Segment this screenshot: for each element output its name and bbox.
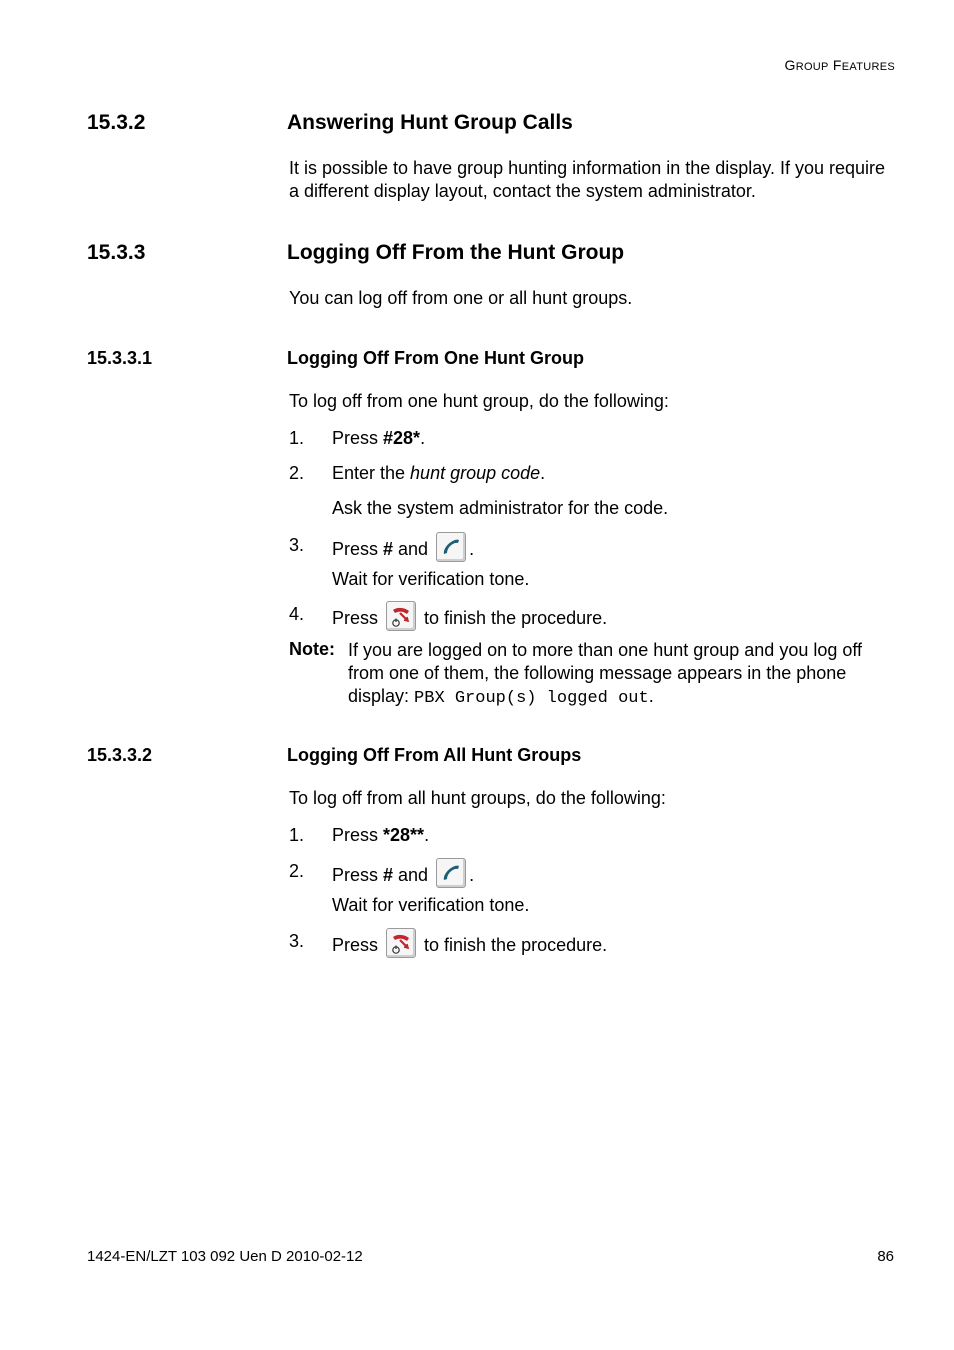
section-title-logging-off: Logging Off From the Hunt Group [287, 241, 625, 264]
step-text: Enter the hunt group code. [332, 463, 546, 483]
offhook-key-icon [436, 858, 466, 888]
offhook-key-icon [436, 532, 466, 562]
step-number: 2. [289, 463, 305, 483]
section-number-15-3-2: 15.3.2 [87, 111, 146, 134]
step-subtext: Wait for verification tone. [332, 895, 530, 915]
step-text: Press *28**. [332, 825, 430, 845]
step-text: Press #28*. [332, 428, 426, 448]
section-title-one-hunt-group: Logging Off From One Hunt Group [287, 348, 584, 368]
section-number-15-3-3: 15.3.3 [87, 241, 146, 264]
intro-all-hunt-groups: To log off from all hunt groups, do the following: [289, 788, 666, 808]
onhook-power-key-icon [386, 601, 416, 631]
step-number: 4. [289, 604, 305, 624]
step-number: 1. [289, 825, 305, 845]
paragraph-answering: It is possible to have group hunting information in the display. If you require a different display layout, contact the system administrator. [289, 158, 886, 201]
step-number: 3. [289, 535, 305, 555]
footer-page-number: 86 [877, 1248, 894, 1265]
step-number: 3. [289, 931, 305, 951]
step-text: Press to finish the procedure. [332, 604, 607, 634]
section-number-15-3-3-1: 15.3.3.1 [87, 348, 153, 368]
note-label: Note: [289, 639, 335, 659]
step-number: 1. [289, 428, 305, 448]
section-title-all-hunt-groups: Logging Off From All Hunt Groups [287, 745, 582, 765]
step-text: Press # and . [332, 535, 474, 565]
note-text: If you are logged on to more than one hunt group and you log off from one of them, the following message appears in the phone display: PBX Group(s) logged out. [348, 640, 863, 708]
step-number: 2. [289, 861, 305, 881]
intro-one-hunt-group: To log off from one hunt group, do the following: [289, 391, 669, 411]
step-text: Press # and . [332, 861, 474, 891]
section-number-15-3-3-2: 15.3.3.2 [87, 745, 153, 765]
running-header: GROUP FEATURES [784, 57, 895, 73]
paragraph-logging-off: You can log off from one or all hunt groups. [289, 288, 633, 308]
step-text: Press to finish the procedure. [332, 931, 607, 961]
step-subtext: Wait for verification tone. [332, 569, 530, 589]
section-title-answering: Answering Hunt Group Calls [287, 111, 573, 134]
step-subtext: Ask the system administrator for the code. [332, 498, 669, 518]
onhook-power-key-icon [386, 928, 416, 958]
footer-document-id: 1424-EN/LZT 103 092 Uen D 2010-02-12 [87, 1248, 363, 1265]
